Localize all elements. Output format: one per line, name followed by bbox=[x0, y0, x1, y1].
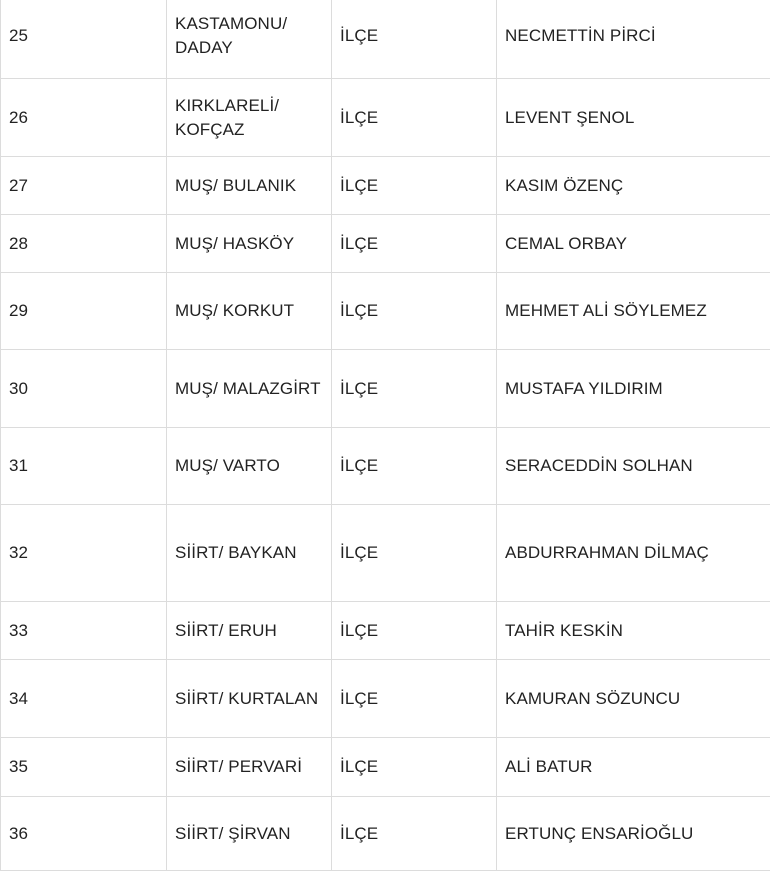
type-cell: İLÇE bbox=[332, 602, 497, 660]
place-cell: SİİRT/ ŞİRVAN bbox=[167, 797, 332, 871]
name-cell: ERTUNÇ ENSARİOĞLU bbox=[497, 797, 770, 871]
type-cell: İLÇE bbox=[332, 350, 497, 428]
row-number-cell: 36 bbox=[1, 797, 167, 871]
name-cell: NECMETTİN PİRCİ bbox=[497, 0, 770, 79]
name-cell: MUSTAFA YILDIRIM bbox=[497, 350, 770, 428]
type-cell: İLÇE bbox=[332, 0, 497, 79]
row-number-cell: 34 bbox=[1, 660, 167, 738]
name-cell: TAHİR KESKİN bbox=[497, 602, 770, 660]
type-cell: İLÇE bbox=[332, 505, 497, 602]
name-cell: CEMAL ORBAY bbox=[497, 215, 770, 273]
name-cell: ABDURRAHMAN DİLMAÇ bbox=[497, 505, 770, 602]
table-row bbox=[1, 602, 770, 660]
row-number-cell: 35 bbox=[1, 738, 167, 797]
place-cell: SİİRT/ PERVARİ bbox=[167, 738, 332, 797]
place-cell: MUŞ/ VARTO bbox=[167, 428, 332, 505]
place-cell: KASTAMONU/ DADAY bbox=[167, 0, 332, 79]
table-row bbox=[1, 428, 770, 505]
name-cell: SERACEDDİN SOLHAN bbox=[497, 428, 770, 505]
type-cell: İLÇE bbox=[332, 273, 497, 350]
row-number-cell: 29 bbox=[1, 273, 167, 350]
row-number-cell: 32 bbox=[1, 505, 167, 602]
type-cell: İLÇE bbox=[332, 797, 497, 871]
place-cell: SİİRT/ ERUH bbox=[167, 602, 332, 660]
table-row bbox=[1, 350, 770, 428]
table-row bbox=[1, 215, 770, 273]
table-row bbox=[1, 273, 770, 350]
row-number-cell: 27 bbox=[1, 157, 167, 215]
place-cell: MUŞ/ KORKUT bbox=[167, 273, 332, 350]
type-cell: İLÇE bbox=[332, 215, 497, 273]
table-row bbox=[1, 505, 770, 602]
type-cell: İLÇE bbox=[332, 157, 497, 215]
place-cell: MUŞ/ HASKÖY bbox=[167, 215, 332, 273]
type-cell: İLÇE bbox=[332, 79, 497, 157]
row-number-cell: 28 bbox=[1, 215, 167, 273]
table-row bbox=[1, 660, 770, 738]
name-cell: LEVENT ŞENOL bbox=[497, 79, 770, 157]
row-number-cell: 26 bbox=[1, 79, 167, 157]
place-cell: MUŞ/ MALAZGİRT bbox=[167, 350, 332, 428]
name-cell: MEHMET ALİ SÖYLEMEZ bbox=[497, 273, 770, 350]
row-number-cell: 25 bbox=[1, 0, 167, 79]
place-cell: SİİRT/ KURTALAN bbox=[167, 660, 332, 738]
row-number-cell: 33 bbox=[1, 602, 167, 660]
name-cell: KASIM ÖZENÇ bbox=[497, 157, 770, 215]
name-cell: KAMURAN SÖZUNCU bbox=[497, 660, 770, 738]
place-cell: SİİRT/ BAYKAN bbox=[167, 505, 332, 602]
table-row bbox=[1, 157, 770, 215]
type-cell: İLÇE bbox=[332, 428, 497, 505]
type-cell: İLÇE bbox=[332, 738, 497, 797]
place-cell: KIRKLARELİ/ KOFÇAZ bbox=[167, 79, 332, 157]
table-body bbox=[1, 0, 770, 871]
table-row bbox=[1, 797, 770, 871]
table-row bbox=[1, 79, 770, 157]
place-cell: MUŞ/ BULANIK bbox=[167, 157, 332, 215]
table-row bbox=[1, 0, 770, 79]
type-cell: İLÇE bbox=[332, 660, 497, 738]
table-row bbox=[1, 738, 770, 797]
name-cell: ALİ BATUR bbox=[497, 738, 770, 797]
row-number-cell: 31 bbox=[1, 428, 167, 505]
row-number-cell: 30 bbox=[1, 350, 167, 428]
